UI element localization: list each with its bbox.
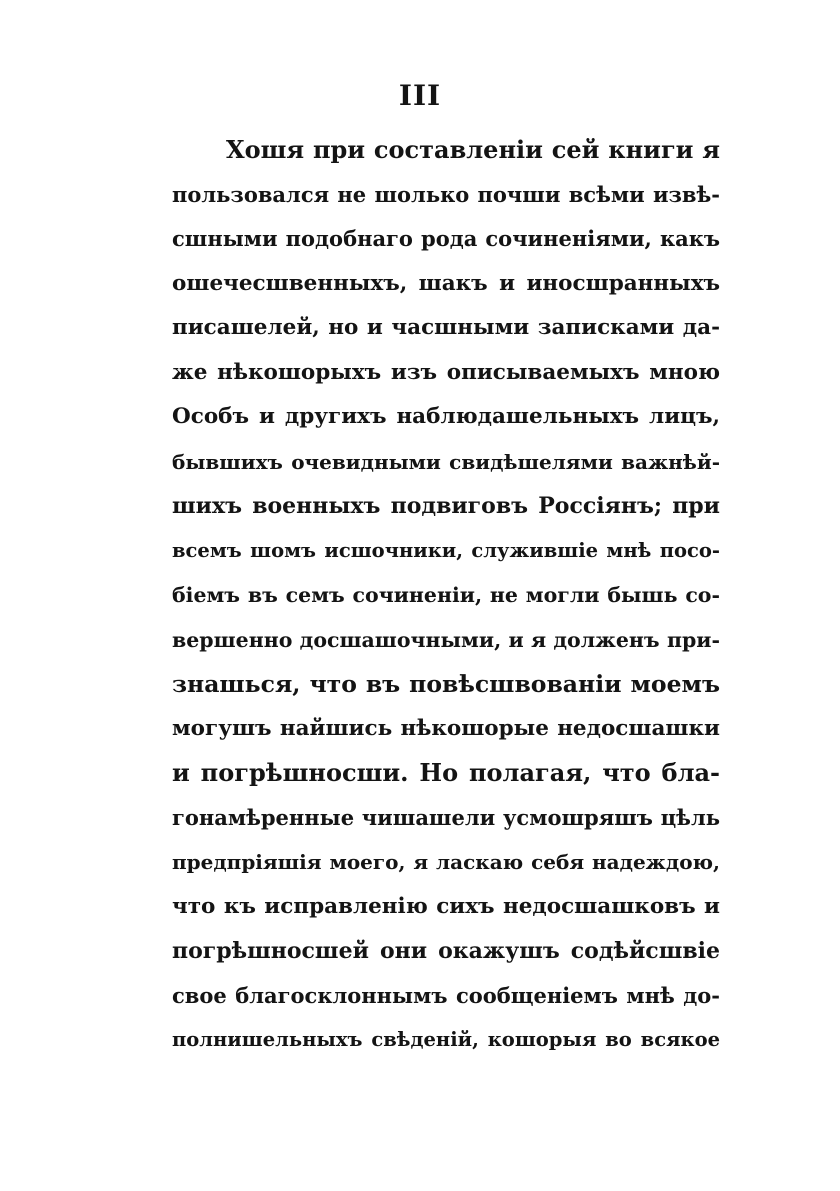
text-line: и погрѣшносши. Но полагая, что бла- bbox=[172, 758, 720, 787]
text-line: шихъ военныхъ подвиговъ Россіянъ; при bbox=[172, 493, 720, 519]
text-line: погрѣшносшей они окажушъ содѣйсшвіе bbox=[172, 938, 720, 964]
text-line: ошечесшвенныхъ, шакъ и иносшранныхъ bbox=[172, 270, 720, 296]
text-line: предпріяшія моего, я ласкаю себя надеждою, bbox=[172, 850, 720, 874]
text-line: бывшихъ очевидными свидѣшелями важнѣй- bbox=[172, 449, 720, 474]
text-line: знашься, что въ повѣсшвованіи моемъ bbox=[172, 670, 720, 698]
text-line: гонамѣренные чишашели усмошряшъ цѣль bbox=[172, 804, 720, 830]
text-line: могушъ найшись нѣкошорые недосшашки bbox=[172, 715, 720, 741]
text-line: что къ исправленію сихъ недосшашковъ и bbox=[172, 893, 720, 919]
text-line: Особъ и другихъ наблюдашельныхъ лицъ, bbox=[172, 404, 720, 429]
text-line: біемъ въ семъ сочиненіи, не могли бышь со- bbox=[172, 583, 720, 607]
text-line: полнишельныхъ свѣденій, кошорыя во всякое bbox=[172, 1028, 720, 1051]
text-line: сшными подобнаго рода сочиненіями, какъ bbox=[172, 226, 720, 251]
body-text bbox=[172, 128, 720, 1063]
text-line: свое благосклоннымъ сообщеніемъ мнѣ до- bbox=[172, 982, 720, 1008]
text-line: же нѣкошорыхъ изъ описываемыхъ мною bbox=[172, 359, 720, 385]
text-line: пользовался не шолько почши всѣми извѣ- bbox=[172, 181, 720, 207]
text-line: писашелей, но и часшными записками да- bbox=[172, 315, 720, 340]
page-number: III bbox=[398, 79, 442, 112]
text-line: вершенно досшашочными, и я долженъ при- bbox=[172, 627, 720, 652]
text-line: всемъ шомъ исшочники, служившіе мнѣ посо- bbox=[172, 538, 720, 562]
text-line: Хошя при составленіи сей книги я bbox=[226, 135, 720, 164]
